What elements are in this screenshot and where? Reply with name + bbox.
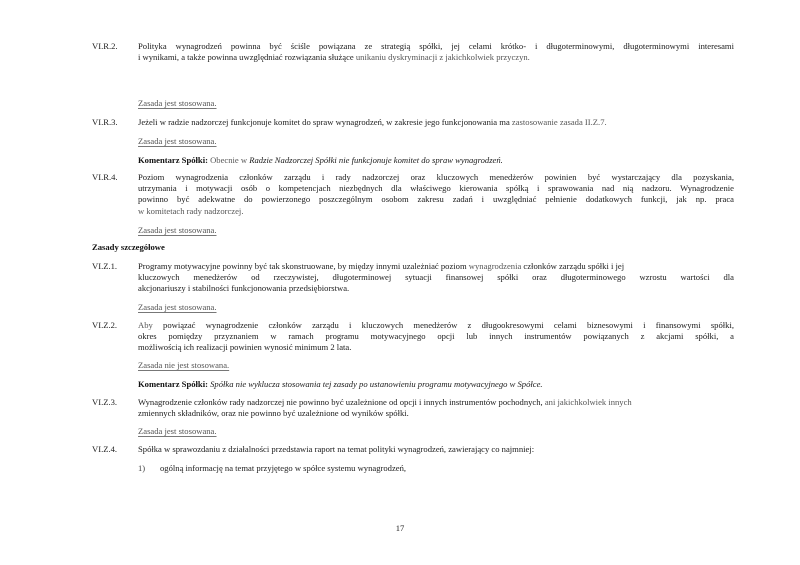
list-number: 1) (138, 463, 146, 473)
list-text: ogólną informację na temat przyjętego w spółce systemu wynagrodzeń, (160, 463, 407, 473)
principle-code: VI.R.2. (92, 41, 118, 51)
status-text: Zasada nie jest stosowana. (138, 360, 230, 370)
principle-code: VI.Z.3. (92, 397, 118, 407)
page-number: 17 (395, 523, 405, 533)
principle-text: Spółka w sprawozdaniu z działalności przedstawia raport na temat polityki wynagrodzeń, zawierający co najmniej: (138, 444, 535, 454)
status-text: Zasada jest stosowana. (138, 98, 217, 108)
section-heading: Zasady szczegółowe (92, 242, 165, 252)
principle-text: Polityka wynagrodzeń powinna być ściśle powiązana ze strategią spółki, jej celami krótko- i długoterminowymi, długoterminowymi interesami i wynikami, a także powinna uwzględniać rozwiązania służące unikaniu dyskryminacji z jakichkolwiek przyczyn. (138, 41, 734, 63)
principle-text: Programy motywacyjne powinny być tak skonstruowane, by między innymi uzależniać poziom wynagrodzenia członków zarządu spółki i jej kluczowych menedżerów od rzeczywistej, długoterminowej sytuacji finansowej spółki oraz długoterminowego wzrostu wartości dla akcjonariuszy i stabilności funkcjonowania przedsiębiorstwa. (138, 261, 734, 294)
principle-code: VI.Z.1. (92, 261, 118, 271)
company-comment: Komentarz Spółki: Spółka nie wyklucza stosowania tej zasady po ustanowieniu programu motywacyjnego w Spółce. (138, 379, 543, 389)
principle-code: VI.Z.4. (92, 444, 118, 454)
company-comment: Komentarz Spółki: Obecnie w Radzie Nadzorczej Spółki nie funkcjonuje komitet do spraw wynagrodzeń. (138, 155, 503, 165)
principle-text: Wynagrodzenie członków rady nadzorczej nie powinno być uzależnione od opcji i innych instrumentów pochodnych, ani jakichkolwiek innych zmiennych składników, oraz nie powinno być uzależnione od wyników spółki. (138, 397, 632, 419)
principle-text: Aby powiązać wynagrodzenie członków zarządu i kluczowych menedżerów z długookresowymi celami biznesowymi i finansowymi spółki, okres pomiędzy przyznaniem w ramach programu motywacyjnego opcji lub innych instrumentów powiązanych z akcjami spółki, a możliwością ich realizacji powinien wynosić minimum 2 lata. (138, 320, 734, 353)
principle-text: Jeżeli w radzie nadzorczej funkcjonuje komitet do spraw wynagrodzeń, w zakresie jego funkcjonowania ma zastosowanie zasada II.Z.7. (138, 117, 607, 127)
status-text: Zasada jest stosowana. (138, 225, 217, 235)
principle-code: VI.R.3. (92, 117, 118, 127)
principle-text: Poziom wynagrodzenia członków zarządu i rady nadzorczej oraz kluczowych menedżerów powinien być wystarczający dla pozyskania, utrzymania i motywacji osób o kompetencjach niezbędnych dla właściwego kierowania spółką i sprawowania nad nią nadzoru. Wynagrodzenie powinno być adekwatne do powierzonego poszczególnym osobom zakresu zadań i uwzględniać pełnienie dodatkowych funkcji, jak np. praca w komitetach rady nadzorczej. (138, 172, 734, 216)
status-text: Zasada jest stosowana. (138, 136, 217, 146)
status-text: Zasada jest stosowana. (138, 302, 217, 312)
principle-code: VI.R.4. (92, 172, 118, 182)
list-item (138, 463, 406, 474)
principle-code: VI.Z.2. (92, 320, 118, 330)
status-text: Zasada jest stosowana. (138, 426, 217, 436)
